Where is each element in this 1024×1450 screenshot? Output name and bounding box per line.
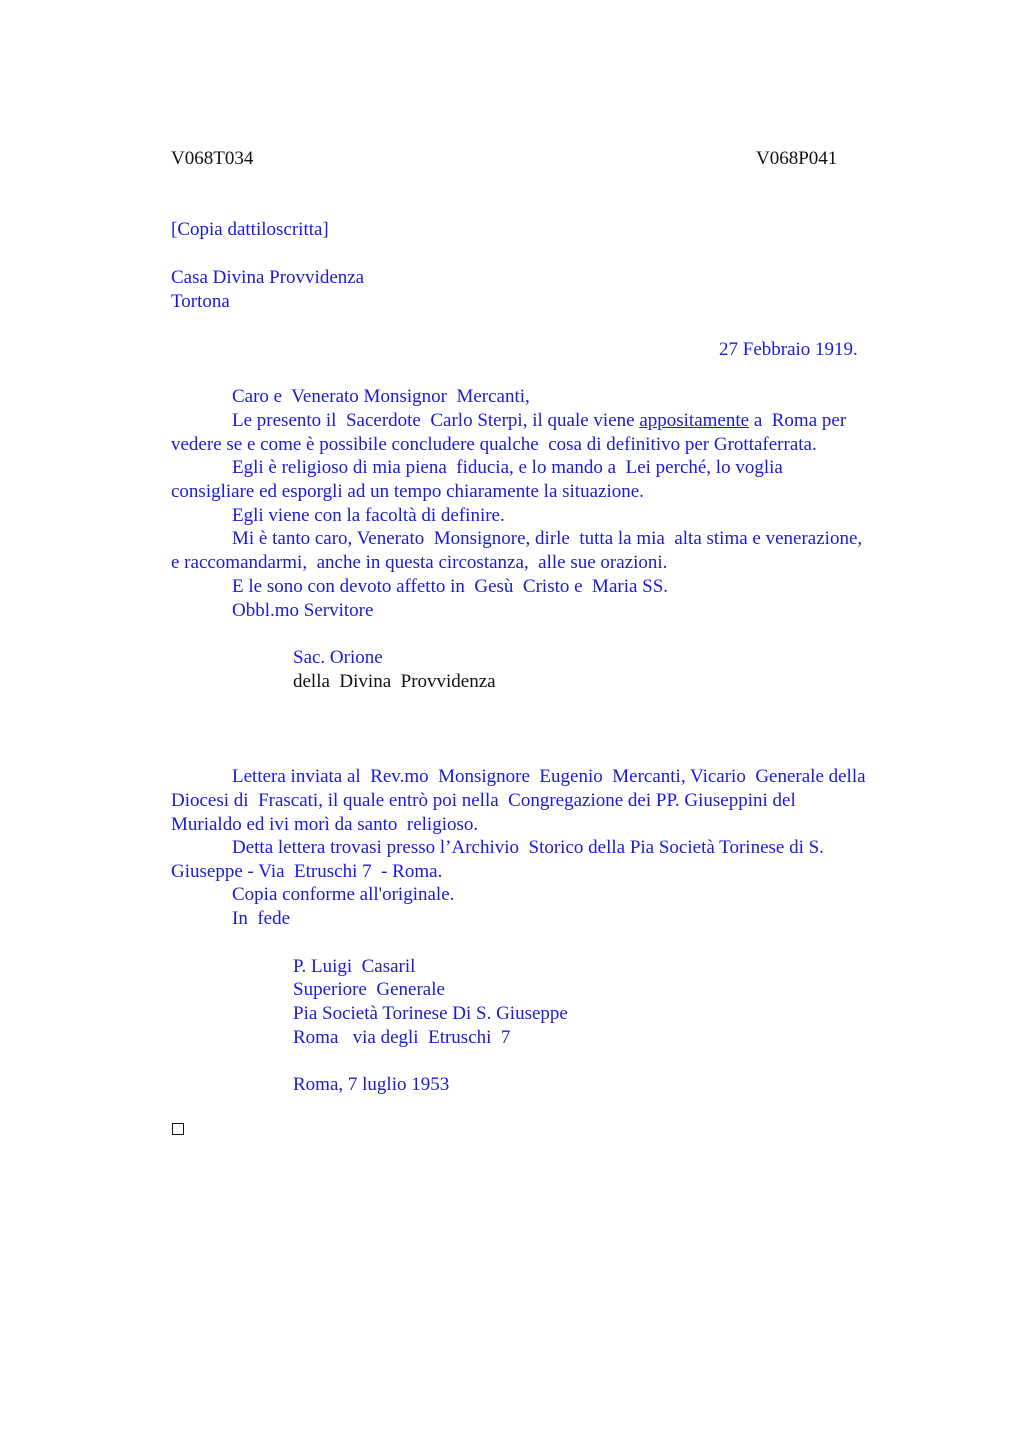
annotation-paragraph-2-line-1: Detta lettera trovasi presso l’Archivio Storico della Pia Società Torinese di S. <box>232 837 824 858</box>
letter-closing: Obbl.mo Servitore <box>232 600 374 621</box>
letter-paragraph-1-line-2: vedere se e come è possibile concludere qualche cosa di definitivo per Grottaferrata. <box>171 434 817 455</box>
annotation-paragraph-1-line-1: Lettera inviata al Rev.mo Monsignore Eugenio Mercanti, Vicario Generale della <box>232 766 866 787</box>
sender-line-2: Tortona <box>171 291 230 312</box>
letter-paragraph-4-line-2: e raccomandarmi, anche in questa circostanza, alle sue orazioni. <box>171 552 668 573</box>
transcription-note: [Copia dattiloscritta] <box>171 219 329 240</box>
letter-signature-name: Sac. Orione <box>293 647 383 668</box>
sender-line-1: Casa Divina Provvidenza <box>171 267 365 288</box>
underlined-word: appositamente <box>639 410 750 431</box>
annotation-paragraph-1-line-2: Diocesi di Frascati, il quale entrò poi nella Congregazione dei PP. Giuseppini del <box>171 790 796 811</box>
annotation-place-date: Roma, 7 luglio 1953 <box>293 1074 450 1095</box>
letter-paragraph-5: E le sono con devoto affetto in Gesù Cristo e Maria SS. <box>232 576 669 597</box>
letter-signature-title: della Divina Provvidenza <box>293 671 496 692</box>
letter-paragraph-2-line-2: consigliare ed esporgli ad un tempo chiaramente la situazione. <box>171 481 644 502</box>
annotation-signature-line-1: P. Luigi Casaril <box>293 956 416 977</box>
square-symbol <box>172 1123 184 1135</box>
annotation-paragraph-3: Copia conforme all'originale. <box>232 884 455 905</box>
header-left-code: V068T034 <box>171 148 254 169</box>
annotation-signature-line-3: Pia Società Torinese Di S. Giuseppe <box>293 1003 568 1024</box>
letter-paragraph-4-line-1: Mi è tanto caro, Venerato Monsignore, dirle tutta la mia alta stima e venerazione, <box>232 528 863 549</box>
annotation-signature-line-4: Roma via degli Etruschi 7 <box>293 1027 511 1048</box>
letter-paragraph-1-start: Le presento il Sacerdote Carlo Sterpi, il quale viene <box>232 410 640 431</box>
annotation-paragraph-1-line-3: Murialdo ed ivi morì da santo religioso. <box>171 814 479 835</box>
letter-paragraph-1-end: a Roma per <box>749 410 847 431</box>
header-right-code: V068P041 <box>756 148 838 169</box>
annotation-signature-line-2: Superiore Generale <box>293 979 445 1000</box>
annotation-paragraph-4: In fede <box>232 908 291 929</box>
letter-salutation: Caro e Venerato Monsignor Mercanti, <box>232 386 530 407</box>
annotation-paragraph-2-line-2: Giuseppe - Via Etruschi 7 - Roma. <box>171 861 443 882</box>
letter-paragraph-1-line-1 <box>232 409 846 433</box>
letter-paragraph-2-line-1: Egli è religioso di mia piena fiducia, e lo mando a Lei perché, lo voglia <box>232 457 783 478</box>
letter-paragraph-3: Egli viene con la facoltà di definire. <box>232 505 505 526</box>
letter-date: 27 Febbraio 1919. <box>719 339 858 360</box>
